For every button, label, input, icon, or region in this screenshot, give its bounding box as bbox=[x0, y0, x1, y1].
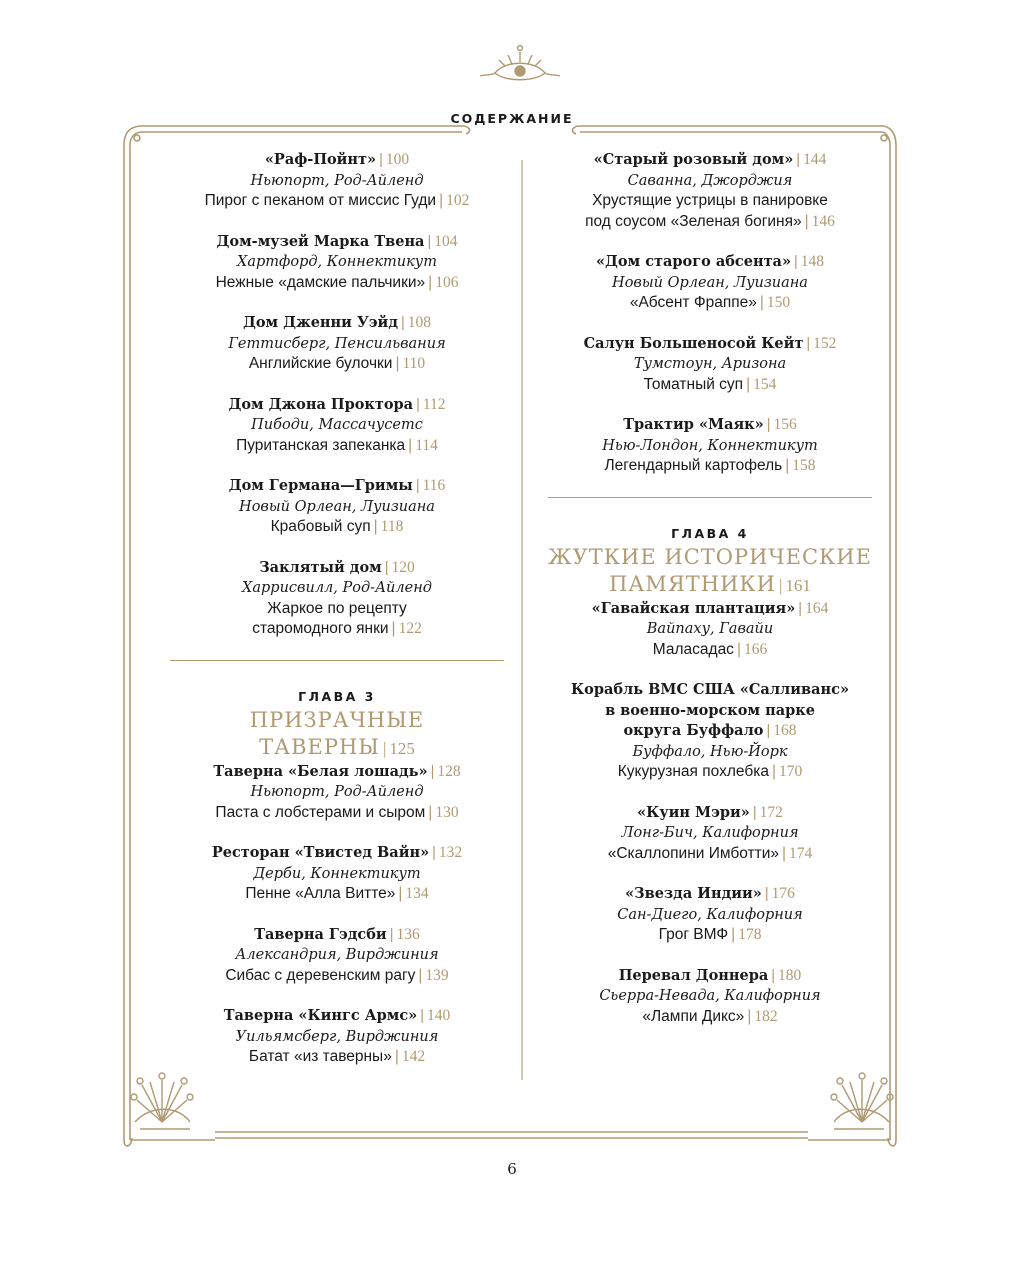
entry-dish bbox=[170, 517, 504, 538]
page-heading: СОДЕРЖАНИЕ bbox=[450, 111, 574, 126]
entry-location: Пибоди, Массачусетс bbox=[251, 417, 423, 433]
entry-title-text: Таверна «Белая лошадь» bbox=[213, 762, 428, 780]
entry-dish-text: Батат «из таверны» bbox=[248, 1048, 392, 1065]
page-number-ref: 100 bbox=[385, 151, 410, 168]
toc-entry bbox=[548, 803, 872, 865]
entry-title-text: Заклятый дом bbox=[259, 558, 382, 576]
page-number-ref: 180 bbox=[778, 966, 802, 984]
eye-sunburst-icon bbox=[480, 46, 560, 80]
entry-dish bbox=[548, 1007, 872, 1028]
entry-dish-text: Крабовый суп bbox=[270, 518, 371, 535]
separator: | bbox=[796, 152, 801, 168]
entry-dish bbox=[170, 966, 504, 987]
entry-location: Харрисвилл, Род-Айленд bbox=[242, 580, 432, 596]
page-number-ref: 104 bbox=[434, 232, 458, 250]
separator: | bbox=[398, 885, 403, 902]
entry-title-text: «Раф-Пойнт» bbox=[264, 151, 377, 168]
separator: | bbox=[395, 355, 400, 372]
entry-location: Новый Орлеан, Луизиана bbox=[239, 498, 435, 515]
entry-location: Ньюпорт, Род-Айленд bbox=[250, 172, 424, 189]
entry-dish bbox=[170, 191, 504, 212]
entry-dish-text: Грог ВМФ bbox=[658, 926, 729, 943]
entry-location: Новый Орлеан, Луизиана bbox=[612, 274, 808, 291]
entry-title-text: Таверна Гэдсби bbox=[254, 925, 387, 943]
entry-dish-text: Хрустящие устрицы в панировке bbox=[592, 192, 828, 209]
page-number-ref: 140 bbox=[427, 1007, 451, 1024]
separator: | bbox=[382, 738, 387, 758]
chapter-page: 161 bbox=[785, 575, 811, 595]
entry-title bbox=[170, 395, 504, 416]
page-number-ref: 112 bbox=[422, 395, 446, 413]
entry-location: Буффало, Нью-Йорк bbox=[632, 743, 788, 760]
entry-title bbox=[548, 721, 872, 742]
toc-entry bbox=[170, 476, 504, 538]
entry-location: Ньюпорт, Род-Айленд bbox=[250, 784, 424, 800]
page-number-ref: 148 bbox=[800, 253, 825, 270]
toc-entry bbox=[170, 232, 504, 294]
page-number-ref: 166 bbox=[743, 640, 768, 658]
page-number-ref: 142 bbox=[401, 1048, 426, 1065]
entry-dish bbox=[170, 884, 504, 905]
entry-dish-text: Жаркое по рецепту bbox=[267, 599, 407, 617]
entry-dish-text: «Абсент Фраппе» bbox=[629, 294, 757, 311]
separator: | bbox=[746, 375, 751, 393]
separator: | bbox=[764, 886, 769, 902]
chapter-block bbox=[170, 687, 504, 762]
page-number-ref: 178 bbox=[738, 926, 762, 943]
entry-title-text: Таверна «Кингс Армс» bbox=[223, 1007, 418, 1024]
entry-dish bbox=[170, 619, 504, 640]
separator: | bbox=[415, 478, 420, 494]
entry-location: Уильямсберг, Вирджиния bbox=[235, 1028, 439, 1045]
toc-entry bbox=[170, 150, 504, 212]
entry-dish bbox=[548, 191, 872, 212]
separator: | bbox=[400, 315, 405, 331]
separator: | bbox=[766, 417, 771, 433]
separator: | bbox=[785, 457, 790, 474]
separator: | bbox=[798, 600, 803, 617]
entry-title-text: «Старый розовый дом» bbox=[593, 151, 794, 168]
separator: | bbox=[416, 396, 420, 413]
page-number-ref: 134 bbox=[405, 885, 429, 902]
entry-title-text: Корабль ВМС США «Салливанс» bbox=[570, 681, 850, 698]
entry-location: Александрия, Вирджиния bbox=[235, 947, 439, 963]
entry-dish-text: старомодного янки bbox=[252, 620, 389, 637]
entry-dish bbox=[170, 803, 504, 824]
separator: | bbox=[373, 518, 378, 535]
entry-location: Тумстоун, Аризона bbox=[633, 356, 787, 372]
entry-title bbox=[548, 252, 872, 273]
entry-title bbox=[548, 334, 872, 355]
chapter-page: 125 bbox=[389, 738, 415, 758]
toc-entry bbox=[170, 558, 504, 640]
separator: | bbox=[731, 926, 736, 943]
entry-title-text: Салун Большеносой Кейт bbox=[583, 334, 804, 352]
entry-title bbox=[170, 762, 504, 783]
entry-dish bbox=[548, 212, 872, 233]
entry-dish bbox=[170, 354, 504, 375]
separator: | bbox=[747, 1007, 752, 1025]
entry-dish-text: Английские булочки bbox=[248, 355, 393, 372]
separator: | bbox=[766, 723, 771, 739]
entry-title-text: «Дом старого абсента» bbox=[595, 253, 792, 270]
toc-entry bbox=[170, 395, 504, 457]
entry-location: Геттисберг, Пенсильвания bbox=[228, 335, 446, 352]
entry-title bbox=[170, 232, 504, 253]
chapter-title-text: ЖУТКИЕ ИСТОРИЧЕСКИЕ bbox=[548, 544, 872, 569]
page-number-ref: 122 bbox=[398, 620, 422, 637]
entry-dish bbox=[548, 293, 872, 314]
toc-entry bbox=[170, 313, 504, 375]
separator: | bbox=[430, 763, 435, 780]
toc-entry bbox=[548, 334, 872, 396]
page-number-ref: 128 bbox=[437, 762, 461, 780]
page-number-ref: 176 bbox=[771, 885, 795, 902]
entry-title-text: Дом-музей Марка Твена bbox=[216, 232, 425, 250]
entry-dish-text: Легендарный картофель bbox=[604, 457, 783, 474]
page-number-ref: 146 bbox=[811, 212, 835, 230]
toc-entry bbox=[170, 1006, 504, 1068]
entry-title-text: Ресторан «Твистед Вайн» bbox=[211, 844, 430, 861]
entry-title bbox=[170, 313, 504, 334]
entry-dish bbox=[548, 640, 872, 661]
chapter-title-text: ПАМЯТНИКИ bbox=[609, 571, 776, 596]
entry-location: Лонг-Бич, Калифорния bbox=[621, 825, 799, 841]
entry-title-text: Перевал Доннера bbox=[618, 966, 769, 984]
entry-title bbox=[548, 803, 872, 824]
separator: | bbox=[752, 804, 757, 821]
entry-title-text: «Звезда Индии» bbox=[625, 885, 762, 902]
toc-entry bbox=[548, 252, 872, 314]
separator: | bbox=[771, 763, 776, 780]
entry-dish bbox=[548, 925, 872, 946]
entry-dish bbox=[548, 456, 872, 477]
entry-title-text: Дом Джона Проктора bbox=[228, 395, 414, 413]
separator: | bbox=[384, 559, 389, 576]
toc-entry bbox=[548, 680, 872, 783]
entry-dish-text: Кукурузная похлебка bbox=[617, 763, 769, 780]
page-number-ref: 118 bbox=[380, 518, 404, 535]
page-number-ref: 170 bbox=[778, 763, 803, 780]
entry-title bbox=[170, 476, 504, 497]
page-number-ref: 164 bbox=[805, 599, 829, 617]
page-number-ref: 152 bbox=[813, 334, 837, 352]
entries-bottom bbox=[548, 599, 872, 1028]
entry-title bbox=[548, 884, 872, 905]
separator: | bbox=[427, 233, 432, 250]
entry-title-text: «Гавайская плантация» bbox=[591, 599, 796, 617]
entry-dish bbox=[548, 844, 872, 865]
separator: | bbox=[804, 212, 809, 230]
entry-title bbox=[170, 558, 504, 579]
entry-dish-text: Маласадас bbox=[652, 640, 734, 658]
separator: | bbox=[428, 273, 433, 291]
entry-dish-text: «Лампи Дикс» bbox=[642, 1007, 745, 1025]
toc-column-left bbox=[170, 150, 504, 1088]
toc-entry bbox=[170, 843, 504, 905]
toc-entry bbox=[548, 884, 872, 946]
separator: | bbox=[736, 640, 741, 658]
entries-top bbox=[548, 150, 872, 477]
entry-dish bbox=[548, 375, 872, 396]
separator: | bbox=[389, 926, 394, 943]
separator: | bbox=[394, 1048, 399, 1065]
entry-title bbox=[170, 843, 504, 864]
page-number-ref: 108 bbox=[407, 314, 432, 331]
entry-dish-text: «Скаллопини Имботти» bbox=[607, 844, 779, 862]
chapter-title bbox=[170, 707, 504, 762]
toc-entry bbox=[548, 599, 872, 661]
chapter-block bbox=[548, 524, 872, 599]
entry-title-text: Дом Германа—Гримы bbox=[228, 477, 413, 494]
entry-title bbox=[548, 599, 872, 620]
entry-location: Сан-Диего, Калифорния bbox=[617, 906, 803, 923]
page-number-ref: 106 bbox=[435, 273, 459, 291]
entry-location: Саванна, Джорджия bbox=[627, 172, 793, 189]
entry-dish bbox=[170, 273, 504, 294]
separator: | bbox=[806, 335, 811, 352]
toc-column-right bbox=[548, 150, 872, 1047]
entry-title bbox=[170, 925, 504, 946]
page-number-ref: 158 bbox=[792, 457, 816, 474]
page-number-ref: 174 bbox=[789, 844, 813, 862]
entry-dish bbox=[170, 1047, 504, 1068]
entry-dish-text: Пуританская запеканка bbox=[236, 436, 406, 454]
entry-title bbox=[170, 1006, 504, 1027]
separator: | bbox=[759, 294, 764, 311]
toc-entry bbox=[548, 415, 872, 477]
entry-dish bbox=[170, 599, 504, 620]
entry-dish-text: Пенне «Алла Витте» bbox=[245, 885, 396, 902]
chapter-divider bbox=[170, 660, 504, 661]
page-number-ref: 150 bbox=[766, 294, 791, 311]
separator: | bbox=[379, 152, 383, 168]
toc-entry bbox=[548, 966, 872, 1028]
entry-location: Сьерра-Невада, Калифорния bbox=[599, 988, 821, 1004]
entry-dish-text: Паста с лобстерами и сыром bbox=[215, 803, 426, 821]
page-number-ref: 154 bbox=[753, 375, 777, 393]
separator: | bbox=[391, 620, 396, 637]
page-number-ref: 102 bbox=[446, 192, 470, 209]
page-number-ref: 116 bbox=[422, 477, 446, 494]
toc-entry bbox=[170, 925, 504, 987]
chapter-title bbox=[548, 544, 872, 571]
entry-dish-text: Сибас с деревенским рагу bbox=[225, 966, 416, 984]
entry-title bbox=[548, 966, 872, 987]
entry-title-text: Трактир «Маяк» bbox=[623, 416, 764, 433]
separator: | bbox=[420, 1008, 425, 1024]
entry-dish-text: Пирог с пеканом от миссис Гуди bbox=[204, 192, 437, 209]
entry-title bbox=[548, 680, 872, 701]
page-number-ref: 136 bbox=[396, 925, 420, 943]
separator: | bbox=[418, 966, 423, 984]
entries-top bbox=[170, 150, 504, 640]
separator: | bbox=[794, 254, 798, 270]
entry-title-text: в военно-морском парке bbox=[605, 701, 815, 719]
entry-dish-text: Томатный суп bbox=[643, 375, 744, 393]
entry-location: Дерби, Коннектикут bbox=[253, 865, 421, 882]
page-number-ref: 110 bbox=[402, 355, 426, 372]
separator: | bbox=[408, 436, 413, 454]
entry-title-text: Дом Дженни Уэйд bbox=[242, 314, 398, 331]
entries-bottom bbox=[170, 762, 504, 1068]
page-number-ref: 144 bbox=[803, 151, 827, 168]
page-number: 6 bbox=[507, 1160, 517, 1178]
entry-location: Вайпаху, Гавайи bbox=[646, 621, 774, 637]
chapter-divider bbox=[548, 497, 872, 498]
entry-title bbox=[548, 415, 872, 436]
separator: | bbox=[428, 803, 433, 821]
separator: | bbox=[782, 844, 787, 862]
entry-location: Нью-Лондон, Коннектикут bbox=[602, 437, 818, 454]
entry-dish bbox=[170, 436, 504, 457]
page-number-ref: 156 bbox=[773, 416, 797, 433]
chapter-label: ГЛАВА 4 bbox=[671, 525, 749, 541]
page-number-ref: 168 bbox=[773, 722, 797, 739]
separator: | bbox=[439, 192, 444, 209]
page-number-ref: 132 bbox=[438, 844, 463, 861]
entry-dish-text: под соусом «Зеленая богиня» bbox=[585, 212, 802, 230]
separator: | bbox=[778, 575, 783, 595]
entry-title bbox=[170, 150, 504, 171]
chapter-label: ГЛАВА 3 bbox=[298, 688, 376, 704]
entry-title-text: округа Буффало bbox=[623, 722, 764, 739]
page-number-ref: 114 bbox=[415, 436, 438, 454]
entry-dish bbox=[548, 762, 872, 783]
entry-title bbox=[548, 701, 872, 722]
entry-dish-text: Нежные «дамские пальчики» bbox=[215, 273, 426, 291]
page-number-ref: 130 bbox=[435, 803, 459, 821]
entry-title-text: «Куин Мэри» bbox=[637, 803, 750, 821]
chapter-title bbox=[548, 571, 872, 599]
toc-entry bbox=[170, 762, 504, 824]
page-number-ref: 172 bbox=[759, 803, 783, 821]
corner-sunburst-icon bbox=[831, 1073, 893, 1129]
entry-location: Хартфорд, Коннектикут bbox=[237, 254, 437, 270]
entry-title bbox=[548, 150, 872, 171]
separator: | bbox=[432, 845, 436, 861]
page-number-ref: 120 bbox=[391, 558, 415, 576]
separator: | bbox=[771, 967, 776, 984]
page-number-ref: 182 bbox=[754, 1007, 778, 1025]
toc-entry bbox=[548, 150, 872, 232]
page-number-ref: 139 bbox=[425, 966, 449, 984]
chapter-title-text: ПРИЗРАЧНЫЕ ТАВЕРНЫ bbox=[249, 707, 425, 759]
